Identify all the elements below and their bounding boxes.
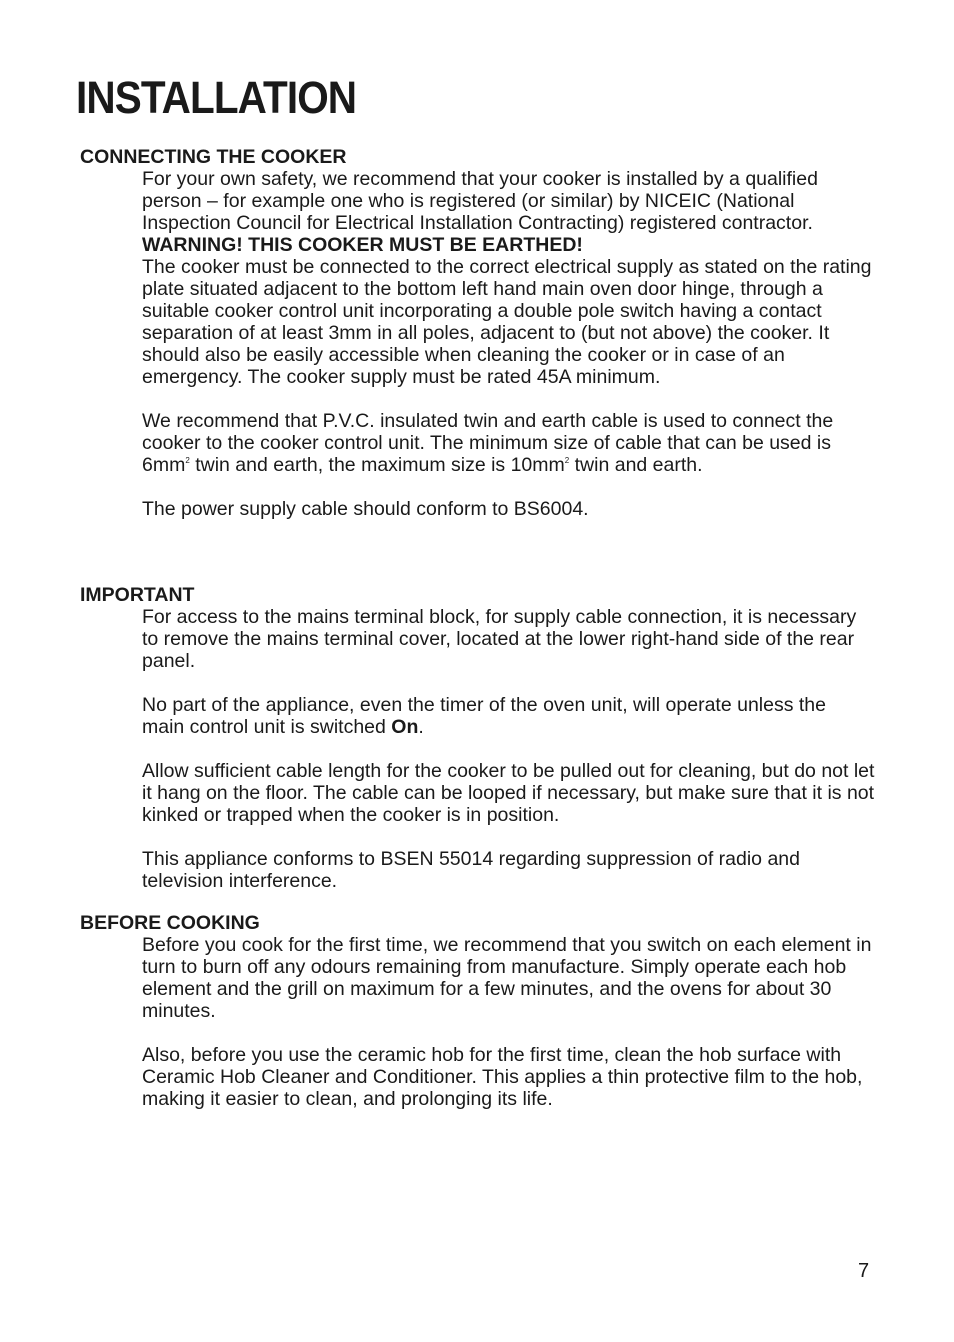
paragraph-text: twin and earth. <box>569 454 703 476</box>
section-body <box>142 168 880 520</box>
paragraph <box>142 694 870 738</box>
paragraph: Before you cook for the first time, we recommend that you switch on each element in turn to burn off any odours remaining from manufacture. Simply operate each hob element and the grill on maximum for a few minutes, and the ovens for about 30 minutes. <box>142 934 872 1022</box>
paragraph-text: twin and earth, the maximum size is 10mm <box>189 454 565 476</box>
paragraph: Also, before you use the ceramic hob for the first time, clean the hob surface with Ceramic Hob Cleaner and Conditioner. This applies a thin protective film to the hob, making it easier to clean, and prolonging its life. <box>142 1044 863 1110</box>
paragraph: For your own safety, we recommend that your cooker is installed by a qualified person – for example one who is registered (or similar) by NICEIC (National Inspection Council for Electrical Installation Contracting) registered contractor. <box>142 168 818 234</box>
page-title: INSTALLATION <box>76 72 357 123</box>
paragraph-text: No part of the appliance, even the timer of the oven unit, will operate unless the main control unit is switched <box>142 694 826 738</box>
bold-text: On <box>391 716 419 738</box>
paragraph: This appliance conforms to BSEN 55014 regarding suppression of radio and television interference. <box>142 848 800 892</box>
section-before-cooking <box>80 912 880 1132</box>
section-body <box>142 606 880 892</box>
paragraph: Allow sufficient cable length for the cooker to be pulled out for cleaning, but do not let it hang on the floor. The cable can be looped if necessary, but make sure that it is not kinked or trapped when the cooker is in position. <box>142 760 875 826</box>
paragraph: The cooker must be connected to the correct electrical supply as stated on the rating plate situated adjacent to the bottom left hand main oven door hinge, through a suitable cooker control unit incorporating a double pole switch having a contact separation of at least 3mm in all poles, adjacent to (but not above) the cooker. It should also be easily accessible when cleaning the cooker or in case of an emergency. The cooker supply must be rated 45A minimum. <box>142 256 872 388</box>
section-body <box>142 934 880 1110</box>
page-number: 7 <box>858 1260 870 1282</box>
section-heading: BEFORE COOKING <box>80 912 260 934</box>
paragraph-text: We recommend that P.V.C. insulated twin and earth cable is used to connect the cooker to the cooker control unit. The minimum size of cable that can be used is 6mm <box>142 410 834 476</box>
paragraph-text: . <box>418 716 424 738</box>
paragraph: For access to the mains terminal block, for supply cable connection, it is necessary to remove the mains terminal cover, located at the lower right-hand side of the rear panel. <box>142 606 857 672</box>
earthing-warning: WARNING! THIS COOKER MUST BE EARTHED! <box>142 234 583 256</box>
superscript: 2 <box>564 456 570 465</box>
section-connecting-the-cooker <box>80 146 880 542</box>
section-important <box>80 584 880 914</box>
paragraph: The power supply cable should conform to BS6004. <box>142 498 589 520</box>
paragraph <box>142 410 880 476</box>
superscript: 2 <box>185 456 190 465</box>
section-heading: CONNECTING THE COOKER <box>80 146 347 168</box>
section-heading: IMPORTANT <box>80 584 195 606</box>
